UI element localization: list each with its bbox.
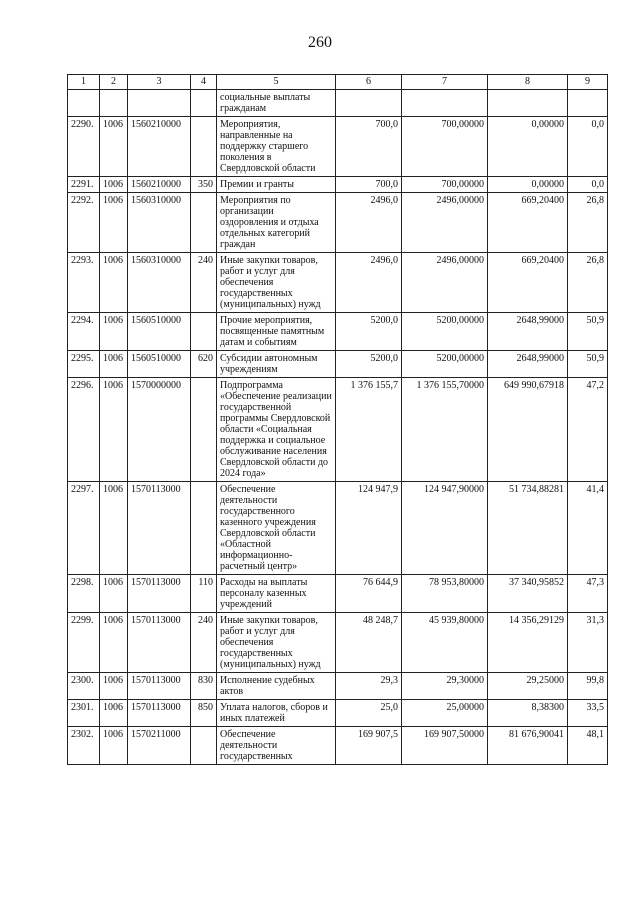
- column-header: 7: [402, 75, 488, 90]
- execution-percent: 26,8: [568, 193, 608, 253]
- expense-type-code: [191, 378, 217, 482]
- section-code: 1006: [100, 193, 128, 253]
- planned-amount: 2496,00000: [402, 253, 488, 313]
- execution-percent: 31,3: [568, 613, 608, 673]
- executed-amount: 8,38300: [488, 700, 568, 727]
- target-article-code: 1560210000: [128, 177, 191, 193]
- planned-amount: 1 376 155,70000: [402, 378, 488, 482]
- execution-percent: 50,9: [568, 351, 608, 378]
- target-article-code: 1560310000: [128, 193, 191, 253]
- executed-amount: 51 734,88281: [488, 482, 568, 575]
- expense-type-code: [191, 727, 217, 765]
- executed-amount: 669,20400: [488, 253, 568, 313]
- section-code: [100, 90, 128, 117]
- execution-percent: 99,8: [568, 673, 608, 700]
- column-header: 1: [68, 75, 100, 90]
- item-name: Субсидии автономным учреждениям: [217, 351, 336, 378]
- approved-amount: 76 644,9: [336, 575, 402, 613]
- planned-amount: 5200,00000: [402, 313, 488, 351]
- row-number: 2302.: [68, 727, 100, 765]
- planned-amount: 29,30000: [402, 673, 488, 700]
- item-name: Мероприятия по организации оздоровления и отдыха отдельных категорий граждан: [217, 193, 336, 253]
- target-article-code: 1570113000: [128, 613, 191, 673]
- row-number: 2301.: [68, 700, 100, 727]
- approved-amount: [336, 90, 402, 117]
- table-header-row: [68, 75, 608, 90]
- row-number: 2291.: [68, 177, 100, 193]
- item-name: Иные закупки товаров, работ и услуг для обеспечения государственных (муниципальных) нужд: [217, 253, 336, 313]
- row-number: 2295.: [68, 351, 100, 378]
- approved-amount: 2496,0: [336, 193, 402, 253]
- executed-amount: 669,20400: [488, 193, 568, 253]
- target-article-code: 1570113000: [128, 700, 191, 727]
- column-header: 3: [128, 75, 191, 90]
- item-name: социальные выплаты гражданам: [217, 90, 336, 117]
- row-number: 2290.: [68, 117, 100, 177]
- planned-amount: 700,00000: [402, 177, 488, 193]
- row-number: 2294.: [68, 313, 100, 351]
- execution-percent: 47,2: [568, 378, 608, 482]
- executed-amount: 29,25000: [488, 673, 568, 700]
- section-code: 1006: [100, 351, 128, 378]
- row-number: 2293.: [68, 253, 100, 313]
- column-header: 5: [217, 75, 336, 90]
- planned-amount: 5200,00000: [402, 351, 488, 378]
- planned-amount: 78 953,80000: [402, 575, 488, 613]
- item-name: Прочие мероприятия, посвященные памятным датам и событиям: [217, 313, 336, 351]
- column-header: 9: [568, 75, 608, 90]
- executed-amount: 2648,99000: [488, 313, 568, 351]
- planned-amount: 45 939,80000: [402, 613, 488, 673]
- budget-table: [67, 74, 608, 765]
- section-code: 1006: [100, 378, 128, 482]
- expense-type-code: [191, 482, 217, 575]
- item-name: Исполнение судебных актов: [217, 673, 336, 700]
- table-row: [68, 378, 608, 482]
- executed-amount: 14 356,29129: [488, 613, 568, 673]
- approved-amount: 700,0: [336, 177, 402, 193]
- table-row: [68, 482, 608, 575]
- item-name: Обеспечение деятельности государственных: [217, 727, 336, 765]
- row-number: 2298.: [68, 575, 100, 613]
- item-name: Обеспечение деятельности государственного казенного учреждения Свердловской области «Областной информационно-расчетный центр»: [217, 482, 336, 575]
- item-name: Мероприятия, направленные на поддержку старшего поколения в Свердловской области: [217, 117, 336, 177]
- planned-amount: [402, 90, 488, 117]
- table-row: [68, 351, 608, 378]
- approved-amount: 25,0: [336, 700, 402, 727]
- approved-amount: 29,3: [336, 673, 402, 700]
- expense-type-code: [191, 117, 217, 177]
- column-header: 4: [191, 75, 217, 90]
- approved-amount: 169 907,5: [336, 727, 402, 765]
- row-number: [68, 90, 100, 117]
- execution-percent: 0,0: [568, 177, 608, 193]
- execution-percent: [568, 90, 608, 117]
- table-body: [68, 90, 608, 765]
- expense-type-code: 350: [191, 177, 217, 193]
- section-code: 1006: [100, 613, 128, 673]
- expense-type-code: [191, 193, 217, 253]
- approved-amount: 5200,0: [336, 351, 402, 378]
- item-name: Премии и гранты: [217, 177, 336, 193]
- section-code: 1006: [100, 253, 128, 313]
- expense-type-code: 240: [191, 253, 217, 313]
- planned-amount: 169 907,50000: [402, 727, 488, 765]
- row-number: 2297.: [68, 482, 100, 575]
- execution-percent: 33,5: [568, 700, 608, 727]
- row-number: 2292.: [68, 193, 100, 253]
- expense-type-code: 850: [191, 700, 217, 727]
- section-code: 1006: [100, 727, 128, 765]
- approved-amount: 124 947,9: [336, 482, 402, 575]
- executed-amount: [488, 90, 568, 117]
- planned-amount: 700,00000: [402, 117, 488, 177]
- table-row: [68, 727, 608, 765]
- executed-amount: 0,00000: [488, 177, 568, 193]
- expense-type-code: 830: [191, 673, 217, 700]
- planned-amount: 2496,00000: [402, 193, 488, 253]
- table-row: [68, 613, 608, 673]
- expense-type-code: 240: [191, 613, 217, 673]
- approved-amount: 2496,0: [336, 253, 402, 313]
- execution-percent: 48,1: [568, 727, 608, 765]
- item-name: Подпрограмма «Обеспечение реализации государственной программы Свердловской области «Социальная поддержка и социальное обслуживание населения Свердловской области до 2024 года»: [217, 378, 336, 482]
- item-name: Иные закупки товаров, работ и услуг для обеспечения государственных (муниципальных) нужд: [217, 613, 336, 673]
- execution-percent: 0,0: [568, 117, 608, 177]
- column-header: 2: [100, 75, 128, 90]
- target-article-code: 1570113000: [128, 575, 191, 613]
- approved-amount: 700,0: [336, 117, 402, 177]
- expense-type-code: 620: [191, 351, 217, 378]
- table-row: [68, 673, 608, 700]
- section-code: 1006: [100, 117, 128, 177]
- page-number: 260: [308, 34, 332, 51]
- row-number: 2300.: [68, 673, 100, 700]
- target-article-code: 1570211000: [128, 727, 191, 765]
- table-row: [68, 90, 608, 117]
- table-row: [68, 253, 608, 313]
- executed-amount: 0,00000: [488, 117, 568, 177]
- planned-amount: 124 947,90000: [402, 482, 488, 575]
- target-article-code: [128, 90, 191, 117]
- executed-amount: 37 340,95852: [488, 575, 568, 613]
- approved-amount: 5200,0: [336, 313, 402, 351]
- target-article-code: 1560310000: [128, 253, 191, 313]
- column-header: 8: [488, 75, 568, 90]
- execution-percent: 47,3: [568, 575, 608, 613]
- section-code: 1006: [100, 482, 128, 575]
- executed-amount: 81 676,90041: [488, 727, 568, 765]
- section-code: 1006: [100, 177, 128, 193]
- table-row: [68, 700, 608, 727]
- section-code: 1006: [100, 673, 128, 700]
- expense-type-code: [191, 90, 217, 117]
- expense-type-code: 110: [191, 575, 217, 613]
- approved-amount: 48 248,7: [336, 613, 402, 673]
- table-row: [68, 177, 608, 193]
- target-article-code: 1560510000: [128, 351, 191, 378]
- executed-amount: 2648,99000: [488, 351, 568, 378]
- target-article-code: 1560510000: [128, 313, 191, 351]
- table-row: [68, 313, 608, 351]
- table-row: [68, 193, 608, 253]
- item-name: Расходы на выплаты персоналу казенных учреждений: [217, 575, 336, 613]
- section-code: 1006: [100, 700, 128, 727]
- item-name: Уплата налогов, сборов и иных платежей: [217, 700, 336, 727]
- execution-percent: 41,4: [568, 482, 608, 575]
- target-article-code: 1570113000: [128, 482, 191, 575]
- column-header: 6: [336, 75, 402, 90]
- approved-amount: 1 376 155,7: [336, 378, 402, 482]
- row-number: 2299.: [68, 613, 100, 673]
- target-article-code: 1570000000: [128, 378, 191, 482]
- execution-percent: 26,8: [568, 253, 608, 313]
- planned-amount: 25,00000: [402, 700, 488, 727]
- table-row: [68, 575, 608, 613]
- section-code: 1006: [100, 313, 128, 351]
- target-article-code: 1560210000: [128, 117, 191, 177]
- table-row: [68, 117, 608, 177]
- executed-amount: 649 990,67918: [488, 378, 568, 482]
- execution-percent: 50,9: [568, 313, 608, 351]
- target-article-code: 1570113000: [128, 673, 191, 700]
- row-number: 2296.: [68, 378, 100, 482]
- expense-type-code: [191, 313, 217, 351]
- section-code: 1006: [100, 575, 128, 613]
